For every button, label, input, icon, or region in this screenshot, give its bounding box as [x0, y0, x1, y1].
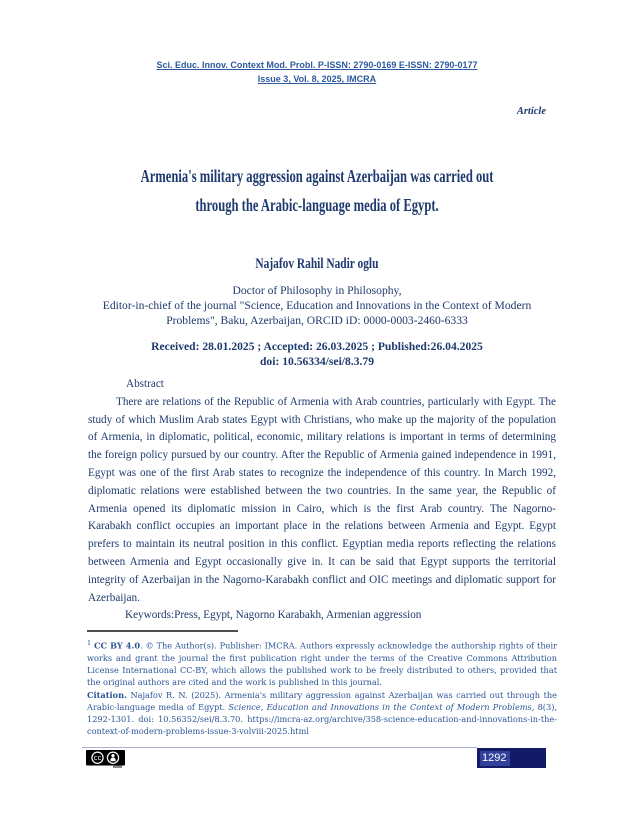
keywords-line: Keywords:Press, Egypt, Nagorno Karabakh, Armenian aggression	[125, 609, 422, 622]
footer-divider	[82, 747, 477, 748]
paper-title	[0, 162, 634, 220]
license-note	[87, 637, 557, 689]
author-details	[0, 283, 634, 328]
license-name: CC BY 4.0	[93, 640, 141, 651]
journal-issue-link[interactable]: Issue 3, Vol. 8, 2025, IMCRA	[257, 74, 377, 84]
license-text: . © The Author(s). Publisher: IMCRA. Authors expressly acknowledge the authorship rights of their works and grant the journal the first publication right under the terms of the Creative Commons Attribution License International CC-BY, which allows the published work to be freely distributed to others, provided that the original authors are cited and the work is published in this journal.	[87, 640, 557, 688]
dates-block	[0, 340, 634, 369]
doi-line: doi: 10.56334/sei/8.3.79	[259, 354, 374, 368]
cc-by-badge-icon[interactable]	[86, 750, 125, 768]
citation-tail: 8(3), 1292-1301. doi: 10.56352/sei/8.3.70.	[87, 701, 557, 724]
author-affiliation-line2: Problems", Baku, Azerbaijan, ORCID iD: 0000-0003-2460-6333	[166, 314, 468, 327]
author-name: Najafov Rahil Nadir oglu	[255, 256, 379, 272]
received-accepted-published: Received: 28.01.2025 ; Accepted: 26.03.2025 ; Published:26.04.2025	[151, 340, 483, 353]
article-type-label: Article	[516, 106, 546, 117]
paper-title-line2: through the Arabic-language media of Egypt.	[195, 195, 439, 215]
abstract-section	[88, 376, 556, 625]
citation-note	[87, 689, 557, 738]
citation-journal-name: Science, Education and Innovations in the Context of Modern Problems,	[228, 701, 535, 712]
footnote-section	[87, 630, 557, 737]
author-affiliation-line1: Editor-in-chief of the journal "Science, Education and Innovations in the Context of Modern	[102, 299, 532, 312]
page-number-box	[477, 748, 546, 768]
abstract-heading: Abstract	[126, 378, 164, 390]
paper-title-line1: Armenia's military aggression against Azerbaijan was carried out	[140, 166, 494, 186]
page-number: 1292	[480, 751, 510, 766]
citation-url[interactable]: https://imcra-az.org/archive/358-science-education-and-innovations-in-the-context-of-modern-problems-issue-3-volviii-2025.html	[87, 713, 557, 737]
author-degree: Doctor of Philosophy in Philosophy,	[232, 284, 402, 297]
svg-text:cc: cc	[93, 754, 102, 763]
journal-header	[0, 58, 634, 86]
footnote-divider	[87, 630, 238, 632]
abstract-body: There are relations of the Republic of Armenia with Arab countries, particularly with Egypt. The study of which Muslim Arab states Egypt with Christians, who make up the majority of the population of Armenia, in diplomatic, political, economic, military relations is important in terms of determining the foreign policy pursued by our country. After the Republic of Armenia gained independence in 1991, Egypt was one of the first Arab states to recognize the independence of this country. In March 1992, diplomatic relations were established between the two countries. In the same year, the Republic of Armenia opened its diplomatic mission in Cairo, which is the first Arab country. The Nagorno-Karabakh conflict occupies an important place in the relations between Armenia and Egypt. Egypt prefers to maintain its neutral position in this conflict. Egyptian media reports reflecting the relations between Armenia and Egypt occasionally give in. It can be said that Egypt supports the territorial integrity of Azerbaijan in the Nagorno-Karabakh conflict and OIC meetings and diplomatic support for Azerbaijan.	[88, 395, 556, 604]
footnote-marker: 1	[87, 639, 92, 647]
citation-label: Citation.	[87, 689, 127, 700]
citation-text: Najafov R. N. (2025). Armenia's military aggression against Azerbaijan was carried out through the Arabic-language media of Egypt.	[87, 689, 557, 712]
journal-header-link[interactable]: Sci. Educ. Innov. Context Mod. Probl. P-ISSN: 2790-0169 E-ISSN: 2790-0177	[156, 60, 478, 70]
